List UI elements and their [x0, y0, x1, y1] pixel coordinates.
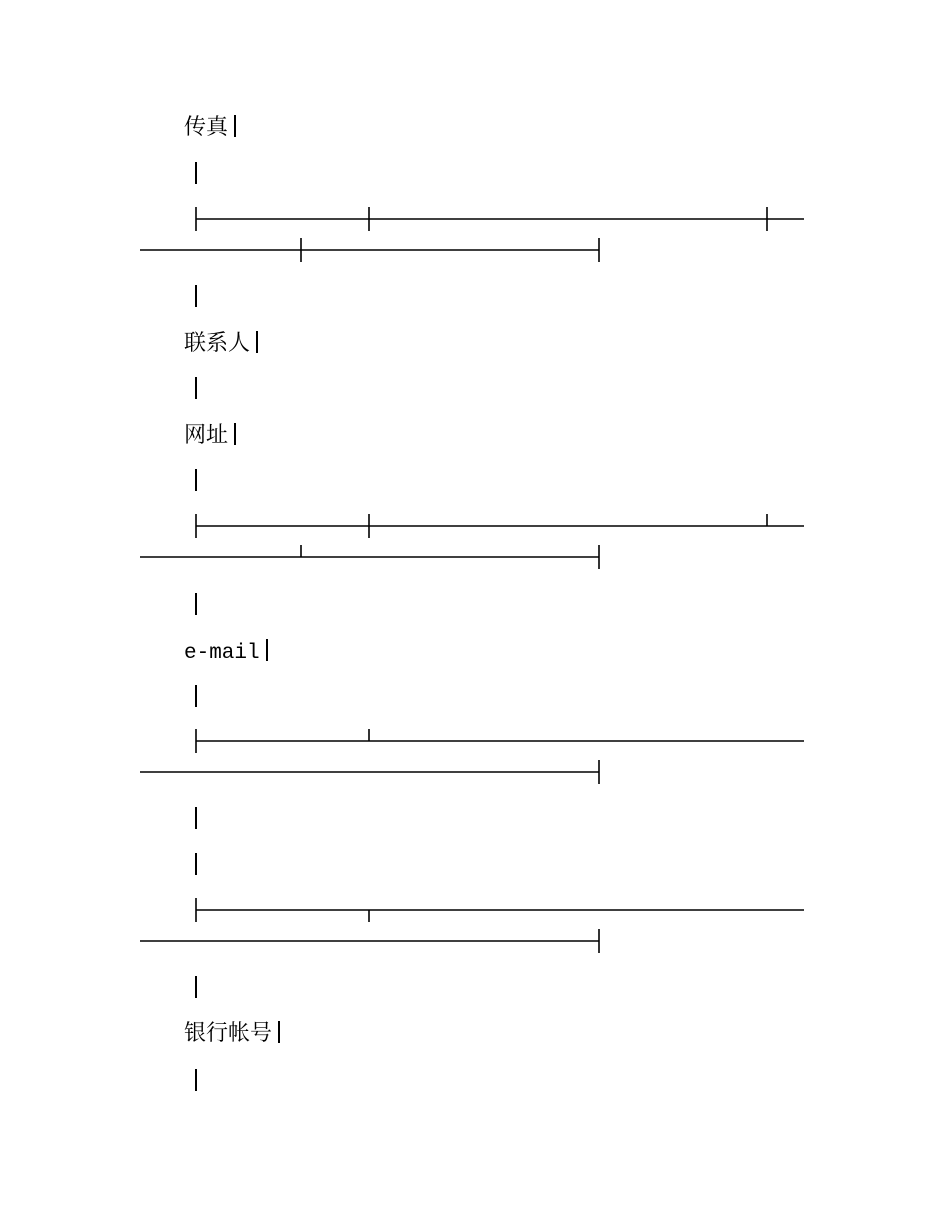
- fax-label: 传真: [184, 115, 229, 140]
- bank-account-label: 银行帐号: [184, 1021, 273, 1046]
- email-label: e-mail: [184, 642, 260, 665]
- website-label: 网址: [184, 423, 229, 448]
- contact-label: 联系人: [184, 331, 251, 356]
